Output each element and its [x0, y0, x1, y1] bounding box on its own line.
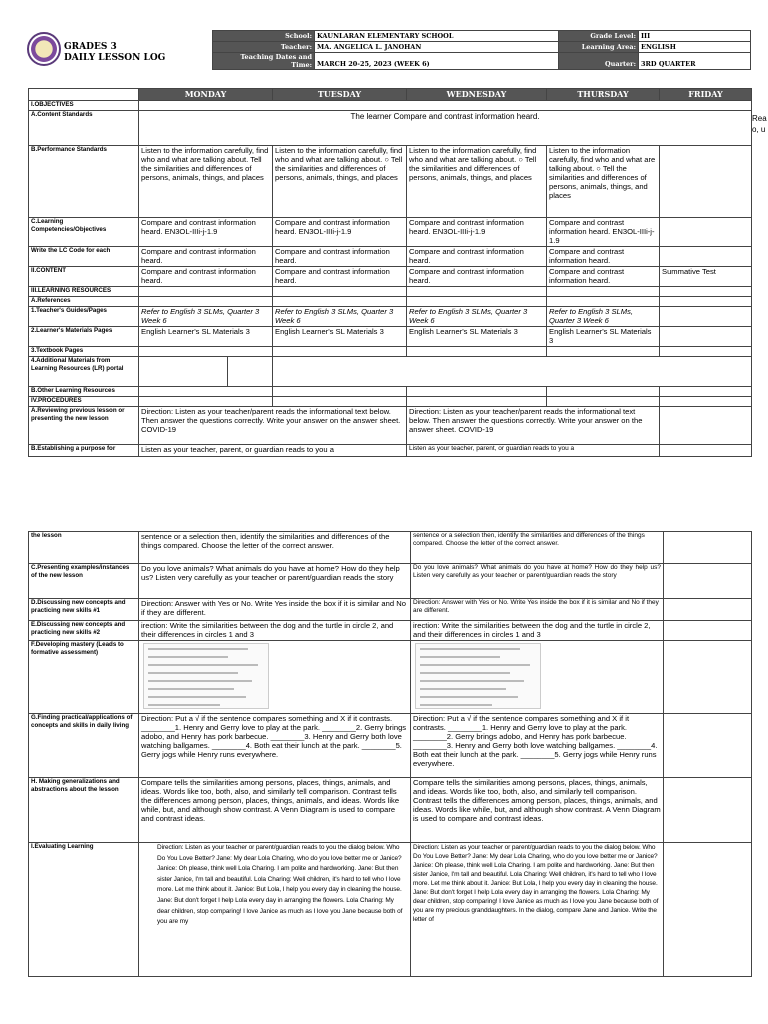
- objectives-label: I.OBJECTIVES: [29, 101, 139, 111]
- comp-thursday: Compare and contrast information heard. EN3OL-IIIi-j-1.9: [547, 218, 660, 247]
- grade-label: Grade Level:: [559, 31, 639, 42]
- review-wed-thu: Direction: Listen as your teacher/parent reads the informational text below. Then answer the questions correctly. Write your answer on the answer sheet. COVID-19: [407, 407, 660, 445]
- school-seal-logo: [27, 32, 61, 66]
- lc-code-label: Write the LC Code for each: [29, 247, 139, 267]
- content-standards-text: The learner Compare and contrast information heard.: [139, 111, 752, 146]
- tg-thursday: Refer to English 3 SLMs, Quarter 3 Week 6: [547, 307, 660, 327]
- mastery-label: F.Developing mastery (Leads to formative assessment): [29, 641, 139, 714]
- school-value: KAUNLARAN ELEMENTARY SCHOOL: [315, 31, 559, 42]
- purpose-wed-thu: Listen as your teacher, parent, or guardian reads to you a: [407, 445, 660, 457]
- lesson-purpose-wed-thu: sentence or a selection then, identify the similarities and differences of the things compared. Choose the letter of the correct answer.: [411, 532, 664, 564]
- gen-wed-thu: Compare tells the similarities among persons, places, things, animals, and ideas. Words like too, both, also, and similarly tell comparison. Contrast tells the differences among person, places, things, animals, and ideas. Words like while, but, and although show contrast. A Venn Diagram is used to compare and contrast ideas.: [411, 778, 664, 843]
- content-thursday: Compare and contrast information heard.: [547, 267, 660, 287]
- overflow-text: [752, 113, 767, 135]
- day-friday: FRIDAY: [660, 89, 752, 101]
- day-monday: MONDAY: [139, 89, 273, 101]
- grade-value: III: [639, 31, 751, 42]
- perf-wednesday: Listen to the information carefully, find who and what are talking about. ○ Tell the similarities and differences of persons, animals, things, and places: [407, 146, 547, 218]
- header-info-table: [212, 30, 751, 70]
- references-label: A.References: [29, 297, 139, 307]
- area-value: ENGLISH: [639, 42, 751, 53]
- present-mon-tue: Do you love animals? What animals do you have at home? How do they help us? Listen very carefully as your teacher or parent/guardian reads the story: [139, 564, 411, 599]
- discussing-2-label: E.Discussing new concepts and practicing new skills #2: [29, 621, 139, 641]
- finding-label: G.Finding practical/applications of concepts and skills in daily living: [29, 714, 139, 778]
- disc2-mon-tue: irection: Write the similarities between the dog and the turtle in circle 2, and their differences in circles 1 and 3: [139, 621, 411, 641]
- textbook-label: 3.Textbook Pages: [29, 347, 139, 357]
- perf-tuesday: Listen to the information carefully, find who and what are talking about. ○ Tell the similarities and differences of persons, animals, things, and places: [273, 146, 407, 218]
- day-header-blank: [29, 89, 139, 101]
- teachers-guide-label: 1.Teacher's Guides/Pages: [29, 307, 139, 327]
- lc-monday: Compare and contrast information heard.: [139, 247, 273, 267]
- worksheet-thumbnail: [415, 643, 541, 709]
- additional-materials-label: 4.Additional Materials from Learning Resources (LR) portal: [29, 357, 139, 387]
- present-wed-thu: Do you love animals? What animals do you have at home? How do they help us? Listen very carefully as your teacher or parent/guardian reads the story: [411, 564, 664, 599]
- overflow-line-1: Rea: [752, 114, 767, 123]
- lc-wednesday: Compare and contrast information heard.: [407, 247, 547, 267]
- eval-wed-thu: Direction: Listen as your teacher or parent/guardian reads to you the dialog below. Who Do You Love Better? Jane: My dear Lola Charing, who do you love better me or Janice? Janice: Oh please, think well Lola Charing. I am polite and hardworking. Jane: But then sister Janice, I'm tall and beautiful. Lola Charing: Well children, it's hard to tell who I love more. Let me think about it. Janice: But Lola, I help you every day in cleaning the house. Jane: But don't forget I help Lola every day in arranging the flowers. Lola Charing: My dear children, stop comparing! I love Janice as much as I love you Jane because both of you are my precious granddaughters. In the dialog, compare Jane and Janice. Write the letter of: [411, 843, 664, 977]
- finding-mon-tue: Direction: Put a √ if the sentence compares something and X if it contrasts. ________1. Henry and Gerry love to play at the park. ________2. Gerry brings adobo, and Henry has pork barbecue. ________3. Henry and Gerry both love watching ballgames. ________4. Both eat their lunch at the park. ________5. Gerry jogs while Henry runs everywhere.: [139, 714, 411, 778]
- disc1-wed-thu: Direction: Answer with Yes or No. Write Yes inside the box if it is similar and No if they are different.: [411, 599, 664, 621]
- purpose-label: B.Establishing a purpose for: [29, 445, 139, 457]
- comp-wednesday: Compare and contrast information heard. EN3OL-IIIi-j-1.9: [407, 218, 547, 247]
- lesson-log-table-page1: [28, 88, 752, 457]
- evaluating-label: I.Evaluating Learning: [29, 843, 139, 977]
- area-label: Learning Area:: [559, 42, 639, 53]
- dates-label: [213, 53, 315, 70]
- lesson-purpose-label: the lesson: [29, 532, 139, 564]
- purpose-mon-tue: Listen as your teacher, parent, or guardian reads to you a: [139, 445, 407, 457]
- overflow-line-2: o, u: [752, 125, 766, 134]
- discussing-1-label: D.Discussing new concepts and practicing new skills #1: [29, 599, 139, 621]
- perf-thursday: Listen to the information carefully, find who and what are talking about. ○ Tell the similarities and differences of persons, animals, things, and places: [547, 146, 660, 218]
- log-title: [64, 42, 165, 64]
- lesson-log-table-page2: [28, 531, 752, 977]
- learners-materials-label: 2.Learner's Materials Pages: [29, 327, 139, 347]
- review-mon-tue: Direction: Listen as your teacher/parent reads the informational text below. Then answer the questions correctly. Write your answer on the answer sheet. COVID-19: [139, 407, 407, 445]
- school-label: School:: [213, 31, 315, 42]
- content-wednesday: Compare and contrast information heard.: [407, 267, 547, 287]
- mastery-mon-tue: [139, 641, 411, 714]
- day-tuesday: TUESDAY: [273, 89, 407, 101]
- generalization-label: H. Making generalizations and abstractions about the lesson: [29, 778, 139, 843]
- lm-thursday: English Learner's SL Materials 3: [547, 327, 660, 347]
- content-monday: Compare and contrast information heard.: [139, 267, 273, 287]
- day-header-row: [29, 89, 752, 101]
- mastery-wed-thu: [411, 641, 664, 714]
- lm-tuesday: English Learner's SL Materials 3: [273, 327, 407, 347]
- tg-wednesday: Refer to English 3 SLMs, Quarter 3 Week 6: [407, 307, 547, 327]
- quarter-value: 3RD QUARTER: [639, 53, 751, 70]
- dates-label-2: Time:: [291, 61, 312, 69]
- disc1-mon-tue: Direction: Answer with Yes or No. Write Yes inside the box if it is similar and No if they are different.: [139, 599, 411, 621]
- finding-wed-thu: Direction: Put a √ if the sentence compares something and X if it contrasts. ________1. Henry and Gerry love to play at the park. ________2. Gerry brings adobo, and Henry has pork barbecue. ________3. Henry and Gerry both love watching ballgames. ________4. Both eat their lunch at the park. ________5. Gerry jogs while Henry runs everywhere.: [411, 714, 664, 778]
- dates-label-1: Teaching Dates and: [240, 53, 312, 61]
- perf-monday: Listen to the information carefully, find who and what are talking about. Tell the similarities and differences of persons, animals, things, and places: [139, 146, 273, 218]
- tg-tuesday: Refer to English 3 SLMs, Quarter 3 Week 6: [273, 307, 407, 327]
- content-tuesday: Compare and contrast information heard.: [273, 267, 407, 287]
- presenting-label: C.Presenting examples/instances of the new lesson: [29, 564, 139, 599]
- lc-tuesday: Compare and contrast information heard.: [273, 247, 407, 267]
- gen-mon-tue: Compare tells the similarities among persons, places, things, animals, and ideas. Words like too, both, also, and similarly tell comparison. Contrast tells the differences among person, places, things, animals, and ideas. Words like while, but, and although show contrast. A Venn Diagram is used to compare and contrast ideas.: [139, 778, 411, 843]
- quarter-label: Quarter:: [559, 53, 639, 70]
- teacher-value: MA. ANGELICA L. JANOHAN: [315, 42, 559, 53]
- eval-mon-tue: Direction: Listen as your teacher or parent/guardian reads to you the dialog below. Who Do You Love Better? Jane: My dear Lola Charing, who do you love better me or Janice? Janice: Oh please, think well Lola Charing. I am polite and hardworking. Jane: But then sister Janice, I'm tall and beautiful. Lola Charing: Well children, it's hard to tell who I love more. Let me think about it. Janice: But Lola, I help you every day in cleaning the house. Jane: But don't forget I help Lola every day in arranging the flowers. Lola Charing: My dear children, stop comparing! I love Janice as much as I love you Jane because both of you are my: [139, 843, 411, 977]
- lc-thursday: Compare and contrast information heard.: [547, 247, 660, 267]
- log-title-name: DAILY LESSON LOG: [64, 53, 166, 63]
- comp-tuesday: Compare and contrast information heard. EN3OL-IIIi-j-1.9: [273, 218, 407, 247]
- lm-wednesday: English Learner's SL Materials 3: [407, 327, 547, 347]
- disc2-wed-thu: irection: Write the similarities between the dog and the turtle in circle 2, and their differences in circles 1 and 3: [411, 621, 664, 641]
- worksheet-thumbnail: [143, 643, 269, 709]
- dates-value: MARCH 20-25, 2023 (WEEK 6): [315, 53, 559, 70]
- log-title-grade: GRADES 3: [64, 42, 117, 52]
- content-friday: Summative Test: [660, 267, 752, 287]
- day-thursday: THURSDAY: [547, 89, 660, 101]
- teacher-label: Teacher:: [213, 42, 315, 53]
- day-wednesday: WEDNESDAY: [407, 89, 547, 101]
- other-resources-label: B.Other Learning Resources: [29, 387, 139, 397]
- performance-standards-label: B.Performance Standards: [29, 146, 139, 218]
- lesson-purpose-mon-tue: sentence or a selection then, identify the similarities and differences of the things compared. Choose the letter of the correct answer.: [139, 532, 411, 564]
- procedures-label: IV.PROCEDURES: [29, 397, 139, 407]
- resources-label: III.LEARNING RESOURCES: [29, 287, 139, 297]
- competencies-label: C.Learning Competencies/Objectives: [29, 218, 139, 247]
- content-standards-label: A.Content Standards: [29, 111, 139, 146]
- content-label: II.CONTENT: [29, 267, 139, 287]
- reviewing-label: A.Reviewing previous lesson or presenting the new lesson: [29, 407, 139, 445]
- comp-monday: Compare and contrast information heard. EN3OL-IIIi-j-1.9: [139, 218, 273, 247]
- lm-monday: English Learner's SL Materials 3: [139, 327, 273, 347]
- tg-monday: Refer to English 3 SLMs, Quarter 3 Week 6: [139, 307, 273, 327]
